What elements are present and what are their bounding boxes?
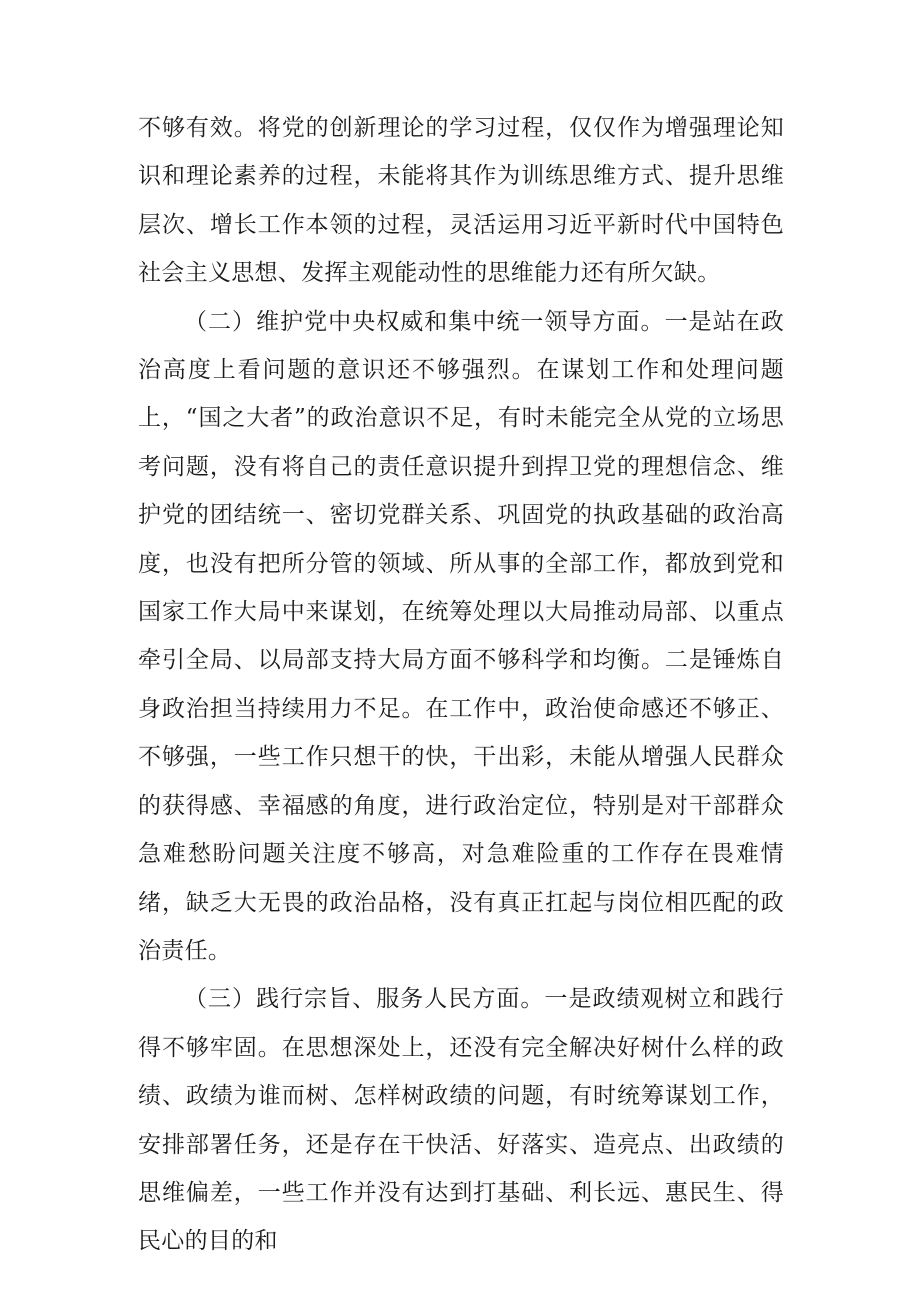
paragraph-section-three: （三）践行宗旨、服务人民方面。一是政绩观树立和践行得不够牢固。在思想深处上，还没有完全解决好树什么样的政绩、政绩为谁而树、怎样树政绩的问题，有时统筹谋划工作，安排部署任务，还是存在干快活、好落实、造亮点、出政绩的思维偏差，一些工作并没有达到打基础、利长远、惠民生、得民心的目的和 [138, 986, 784, 1255]
document-body [138, 104, 784, 1266]
paragraph-continuation: 不够有效。将党的创新理论的学习过程，仅仅作为增强理论知识和理论素养的过程，未能将其作为训练思维方式、提升思维层次、增长工作本领的过程，灵活运用习近平新时代中国特色社会主义思想、发挥主观能动性的思维能力还有所欠缺。 [138, 115, 784, 287]
paragraph-section-two: （二）维护党中央权威和集中统一领导方面。一是站在政治高度上看问题的意识还不够强烈。在谋划工作和处理问题上，“国之大者”的政治意识不足，有时未能完全从党的立场思考问题，没有将自己的责任意识提升到捍卫党的理想信念、维护党的团结统一、密切党群关系、巩固党的执政基础的政治高度，也没有把所分管的领域、所从事的全部工作，都放到党和国家工作大局中来谋划，在统筹处理以大局推动局部、以重点牵引全局、以局部支持大局方面不够科学和均衡。二是锤炼自身政治担当持续用力不足。在工作中，政治使命感还不够正、不够强，一些工作只想干的快，干出彩，未能从增强人民群众的获得感、幸福感的角度，进行政治定位，特别是对干部群众急难愁盼问题关注度不够高，对急难险重的工作存在畏难情绪，缺乏大无畏的政治品格，没有真正扛起与岗位相匹配的政治责任。 [138, 308, 784, 964]
